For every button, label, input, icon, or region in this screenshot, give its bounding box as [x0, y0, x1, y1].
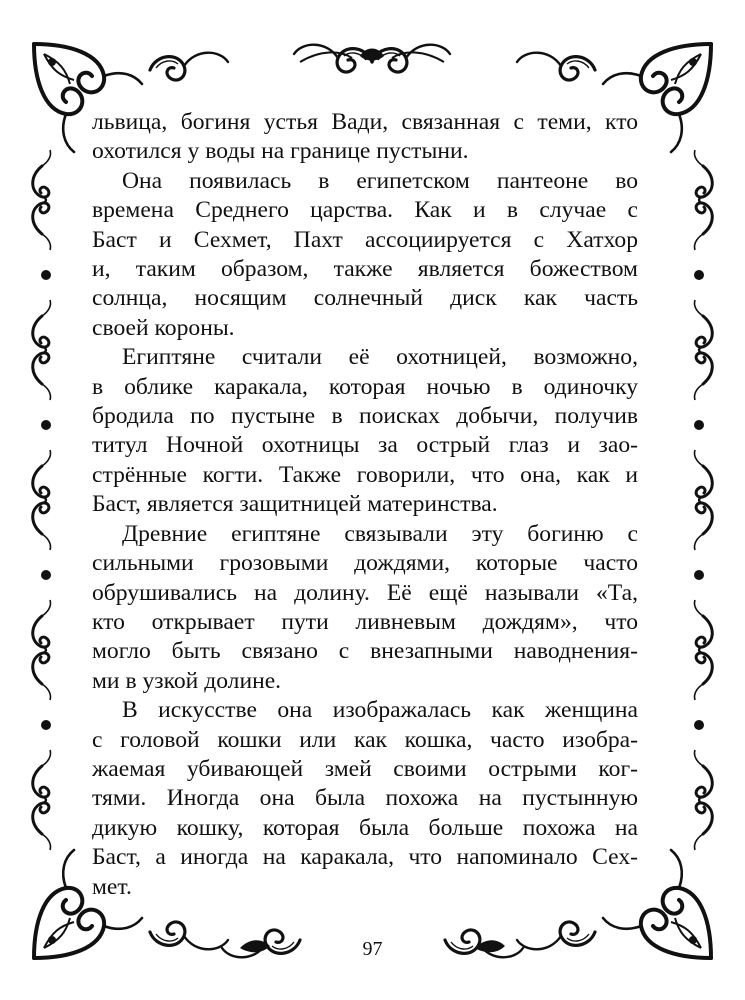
text-line: В искусстве она изображалась как женщина [122, 697, 638, 724]
text-line: и, таким образом, также является божеством [92, 256, 638, 283]
text-line: тями. Иногда она была похожа на пустынную [92, 785, 638, 812]
text-line: стрённые когти. Также говорили, что она, как и [92, 461, 638, 488]
left-border-ornament [33, 150, 51, 850]
page-number: 97 [362, 938, 383, 960]
right-border-ornament [694, 150, 712, 850]
body-text [92, 108, 638, 902]
paragraph [92, 108, 638, 167]
text-line: с головой кошки или как кошка, часто изобра- [92, 726, 638, 753]
paragraph [92, 167, 638, 343]
text-line: Древние египтяне связывали эту богиню с [122, 520, 638, 547]
text-line: жаемая убивающей змей своими острыми ког- [92, 755, 638, 782]
text-line: львица, богиня устья Вади, связанная с теми, кто [92, 109, 638, 135]
paragraph [92, 520, 638, 696]
text-line: Баст, а иногда на каракала, что напоминало Сех- [92, 844, 638, 871]
text-line: мет. [92, 873, 132, 900]
text-line: дикую кошку, которая была больше похожа на [92, 814, 638, 841]
text-line: охотился у воды на границе пустыни. [92, 138, 469, 165]
text-line: ми в узкой долине. [92, 667, 282, 694]
text-line: титул Ночной охотницы за острый глаз и зао- [92, 432, 638, 459]
text-line: времена Среднего царства. Как и в случае с [92, 197, 638, 224]
text-line: Баст и Сехмет, Пахт ассоциируется с Хатхор [92, 226, 638, 253]
text-line: кто открывает пути ливневым дождям», что [92, 608, 638, 635]
text-line: Она появилась в египетском пантеоне во [122, 167, 638, 194]
paragraph [92, 343, 638, 519]
text-line: Египтяне считали её охотницей, возможно, [122, 344, 638, 371]
text-line: бродила по пустыне в поисках добычи, получив [92, 403, 638, 430]
text-line: своей короны. [92, 314, 235, 341]
text-line: сильными грозовыми дождями, которые часто [92, 550, 638, 577]
text-line: могло быть связано с внезапными наводнения- [92, 638, 638, 665]
text-line: обрушивались на долину. Её ещё называли «Та, [92, 579, 638, 606]
text-line: в облике каракала, которая ночью в одиночку [92, 373, 638, 400]
text-line: Баст, является защитницей материнства. [92, 491, 498, 518]
top-border-ornament [150, 45, 595, 80]
text-line: солнца, носящим солнечный диск как часть [92, 285, 638, 312]
paragraph [92, 696, 638, 902]
